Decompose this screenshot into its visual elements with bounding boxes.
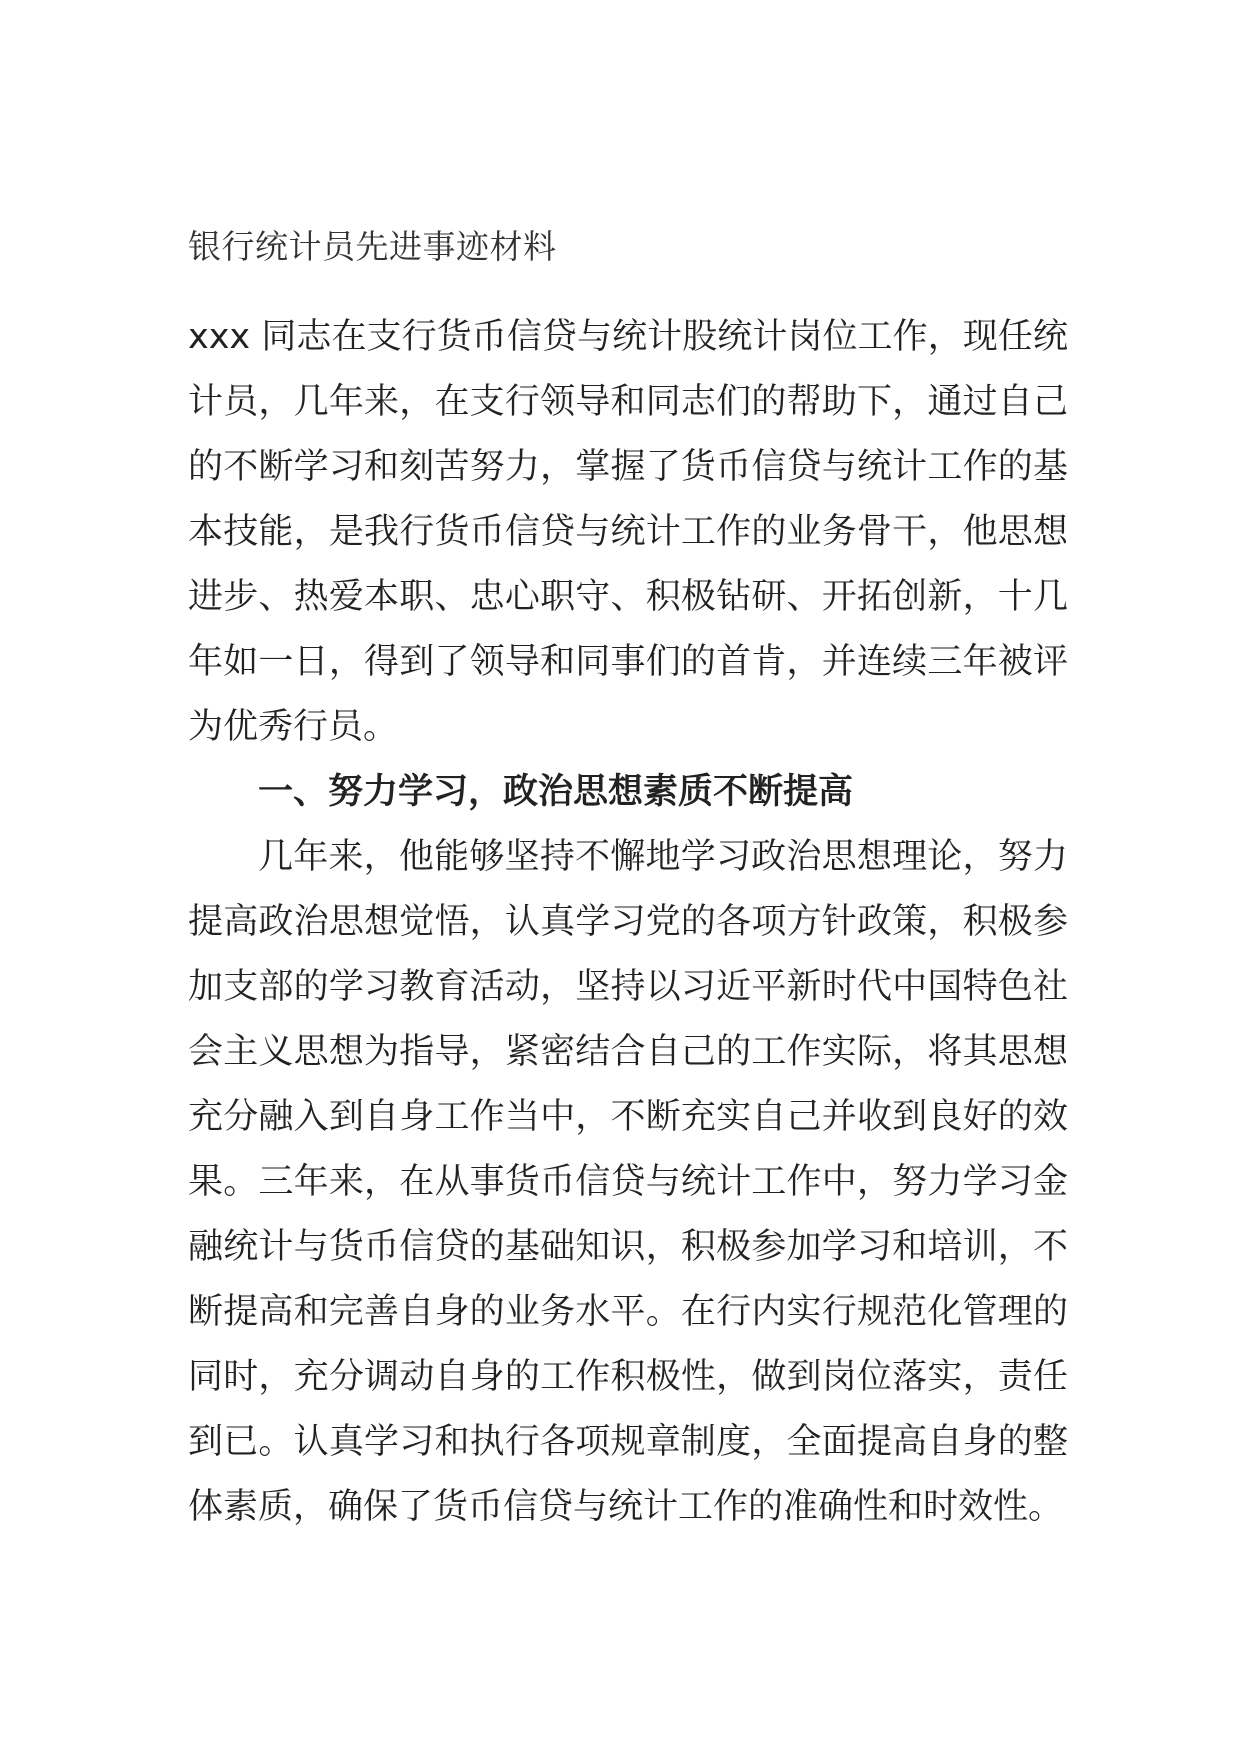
intro-paragraph: xxx 同志在支行货币信贷与统计股统计岗位工作，现任统计员，几年来，在支行领导和同志们的帮助下，通过自己的不断学习和刻苦努力，掌握了货币信贷与统计工作的基本技能，是我行货币信贷与统计工作的业务骨干，他思想进步、热爱本职、忠心职守、积极钻研、开拓创新，十几年如一日，得到了领导和同事们的首肯，并连续三年被评为优秀行员。 xyxy=(188,317,1068,747)
document-title: 银行统计员先进事迹材料 xyxy=(188,227,557,266)
document-body xyxy=(188,305,1068,1540)
section-1-paragraph: 几年来，他能够坚持不懈地学习政治思想理论，努力提高政治思想觉悟，认真学习党的各项方针政策，积极参加支部的学习教育活动，坚持以习近平新时代中国特色社会主义思想为指导，紧密结合自己的工作实际，将其思想充分融入到自身工作当中，不断充实自己并收到良好的效果。三年来，在从事货币信贷与统计工作中，努力学习金融统计与货币信贷的基础知识，积极参加学习和培训，不断提高和完善自身的业务水平。在行内实行规范化管理的同时，充分调动自身的工作积极性，做到岗位落实，责任到已。认真学习和执行各项规章制度，全面提高自身的整体素质，确保了货币信贷与统计工作的准确性和时效性。 xyxy=(188,837,1068,1527)
section-heading-1: 一、努力学习，政治思想素质不断提高 xyxy=(258,772,854,812)
